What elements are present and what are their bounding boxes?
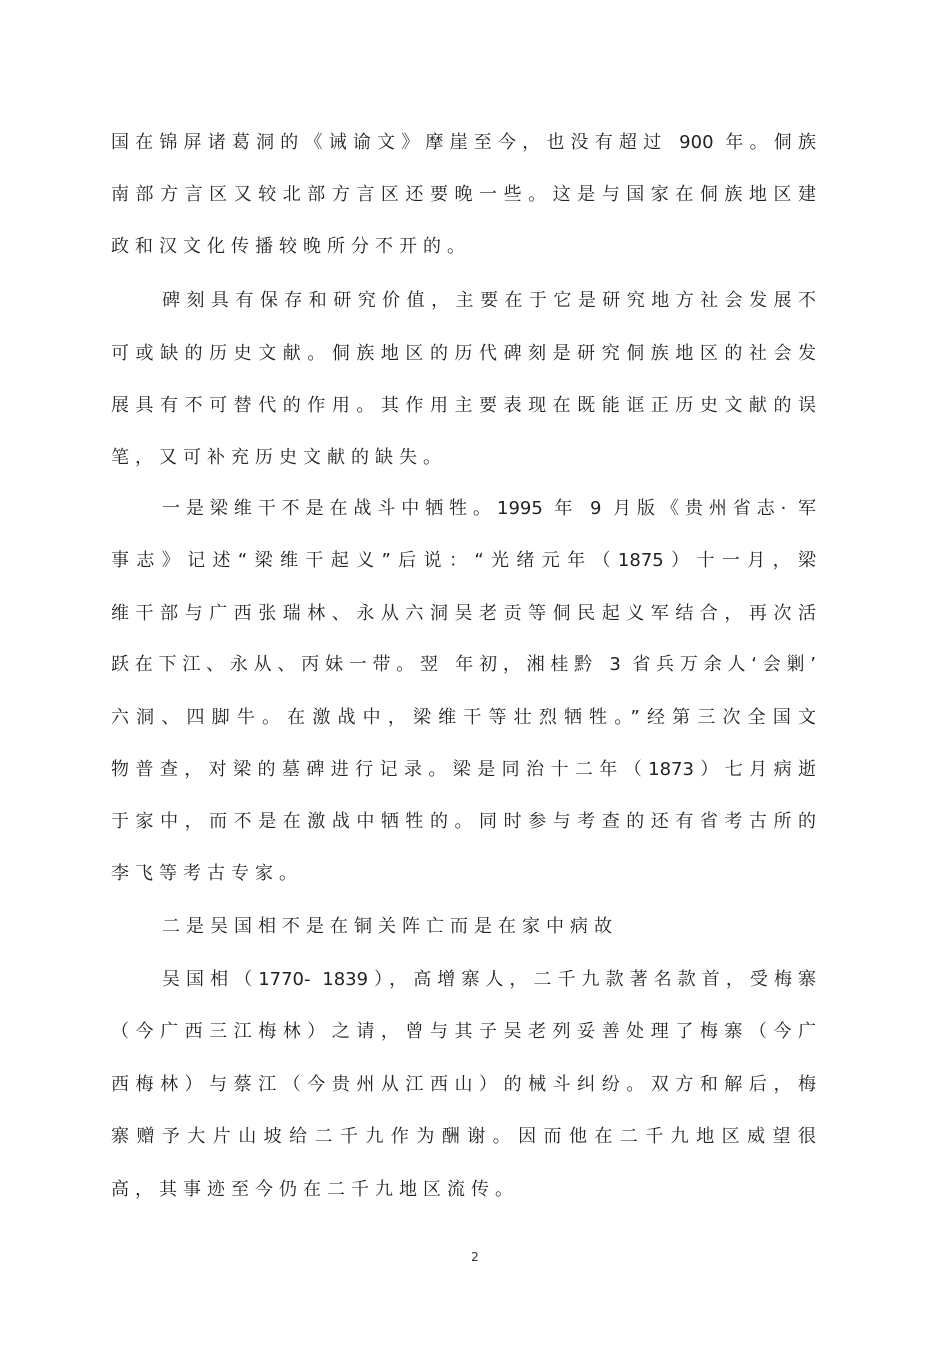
text-line: 寨赠予大片山坡给二千九作为酬谢。因而他在二千九地区威望很 [111, 1126, 816, 1147]
text-line: 跃在下江、永从、丙妹一带。翌 年初，湘桂黔 3 省兵万余人‘会剿’ [111, 654, 816, 675]
text-line: 政和汉文化传播较晚所分不开的。 [111, 236, 471, 257]
text-line: 二是吴国相不是在铜关阵亡而是在家中病故 [162, 916, 618, 937]
text-line: 高，其事迹至今仍在二千九地区流传。 [111, 1179, 519, 1200]
text-line: 维干部与广西张瑞林、永从六洞吴老贡等侗民起义军结合，再次活 [111, 603, 816, 624]
text-line: 可或缺的历史文献。侗族地区的历代碑刻是研究侗族地区的社会发 [111, 343, 816, 364]
text-line: 六洞、四脚牛。在激战中，梁维干等壮烈牺牲。”经第三次全国文 [111, 707, 816, 728]
text-line: 事志》记述“梁维干起义”后说：“光绪元年（1875）十一月，梁 [111, 550, 816, 571]
text-line: 国在锦屏诸葛洞的《诫谕文》摩崖至今，也没有超过 900 年。侗族 [111, 132, 816, 153]
text-line: 笔，又可补充历史文献的缺失。 [111, 447, 447, 468]
text-line: 吴国相（1770- 1839），高增寨人，二千九款著名款首，受梅寨 [162, 969, 816, 990]
text-line: 南部方言区又较北部方言区还要晚一些。这是与国家在侗族地区建 [111, 184, 816, 205]
text-line: 于家中，而不是在激战中牺牲的。同时参与考查的还有省考古所的 [111, 811, 816, 832]
text-line: （今广西三江梅林）之请，曾与其子吴老列妥善处理了梅寨（今广 [111, 1021, 816, 1042]
text-line: 碑刻具有保存和研究价值，主要在于它是研究地方社会发展不 [162, 290, 816, 311]
text-line: 一是梁维干不是在战斗中牺牲。1995 年 9 月版《贵州省志· 军 [162, 498, 816, 519]
text-line: 展具有不可替代的作用。其作用主要表现在既能诓正历史文献的误 [111, 395, 816, 416]
text-line: 西梅林）与蔡江（今贵州从江西山）的械斗纠纷。双方和解后，梅 [111, 1074, 816, 1095]
text-line: 李飞等考古专家。 [111, 863, 303, 884]
text-line: 物普查，对梁的墓碑进行记录。梁是同治十二年（1873）七月病逝 [111, 759, 816, 780]
page-number: 2 [471, 1250, 479, 1264]
